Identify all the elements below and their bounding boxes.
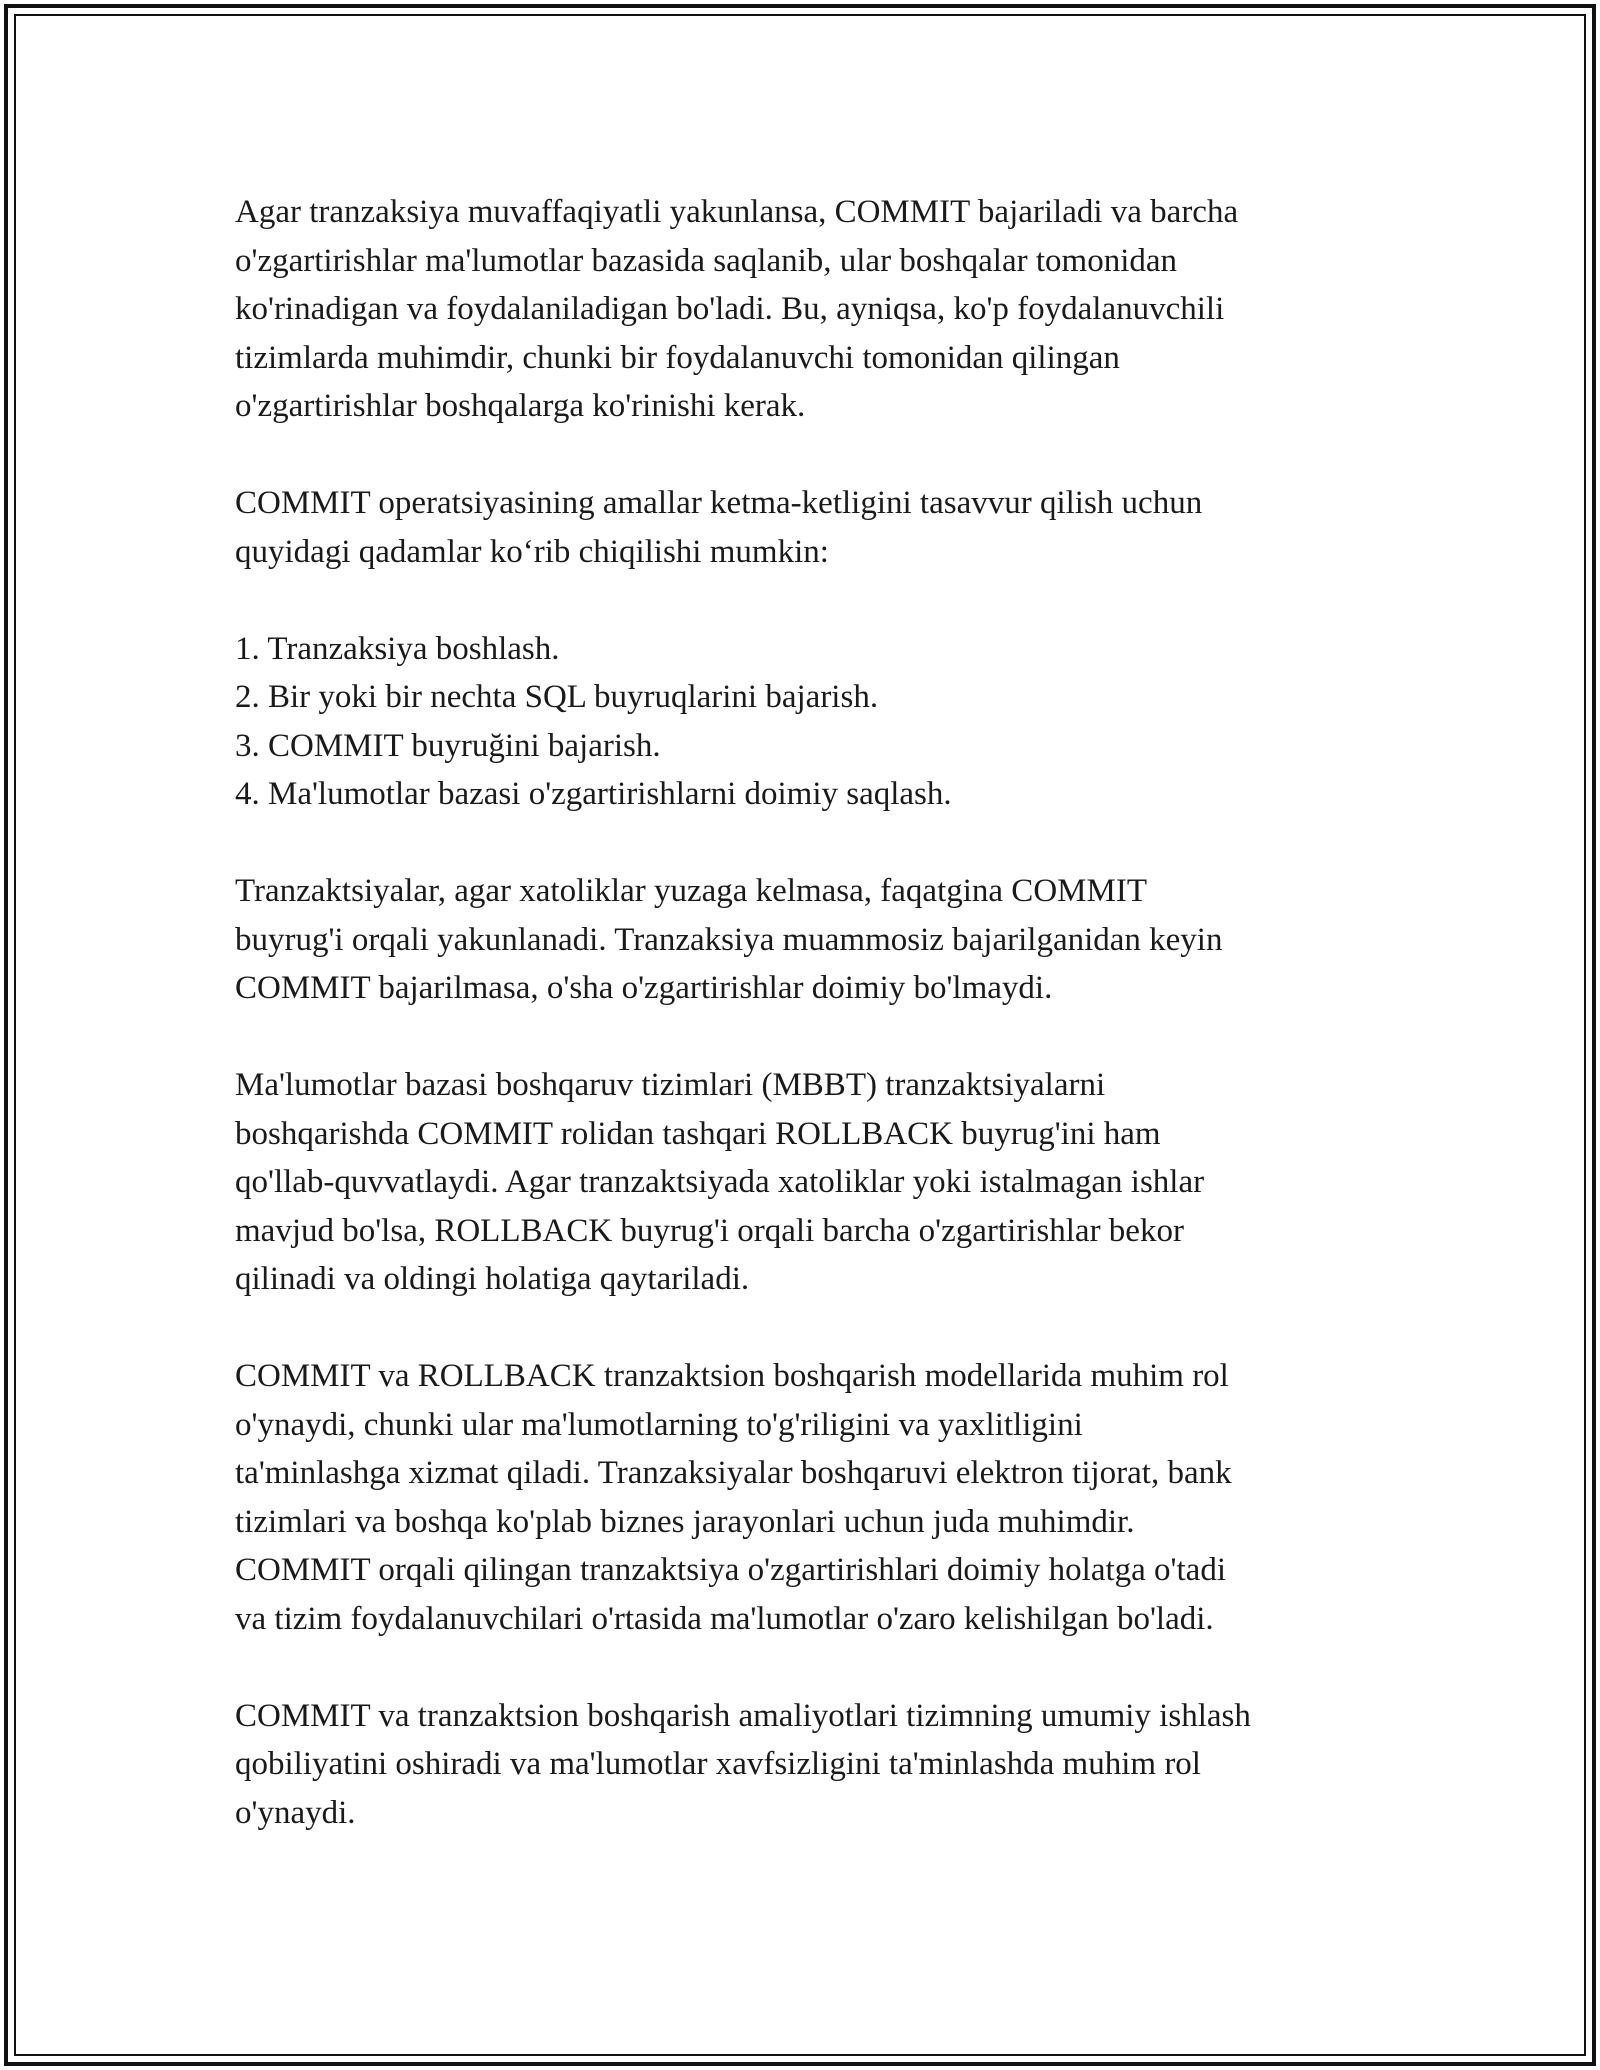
paragraph-conclusion: COMMIT va tranzaktsion boshqarish amaliyotlari tizimning umumiy ishlash qobiliyatini oshiradi va ma'lumotlar xavfsizligini ta'minlashda muhim rol o'ynaydi.	[235, 1697, 1251, 1831]
list-item: 1. Tranzaksiya boshlash.	[235, 630, 560, 667]
list-item: 4. Ma'lumotlar bazasi o'zgartirishlarni doimiy saqlash.	[235, 776, 952, 812]
paragraph-commit-steps-intro: COMMIT operatsiyasining amallar ketma-ketligini tasavvur qilish uchun quyidagi qadamlar ko‘rib chiqilishi mumkin:	[235, 485, 1203, 570]
document-body	[235, 188, 1385, 1886]
paragraph-commit-completion: Tranzaktsiyalar, agar xatoliklar yuzaga kelmasa, faqatgina COMMIT buyrug'i orqali yakunlanadi. Tranzaksiya muammosiz bajarilganidan keyin COMMIT bajarilmasa, o'sha o'zgartirishlar doimiy bo'lmaydi.	[235, 873, 1223, 1006]
list-item: 2. Bir yoki bir nechta SQL buyruqlarini bajarish.	[235, 679, 879, 715]
list-item: 3. COMMIT buyruğini bajarish.	[235, 727, 661, 764]
paragraph-commit-intro: Agar tranzaksiya muvaffaqiyatli yakunlansa, COMMIT bajariladi va barcha o'zgartirishlar ma'lumotlar bazasida saqlanib, ular boshqalar tomonidan ko'rinadigan va foydalaniladigan bo'ladi. Bu, ayniqsa, ko'p foydalanuvchili tizimlarda muhimdir, chunki bir foydalanuvchi tomonidan qilingan o'zgartirishlar boshqalarga ko'rinishi kerak.	[235, 194, 1239, 424]
commit-steps-list	[235, 625, 1385, 819]
paragraph-rollback: Ma'lumotlar bazasi boshqaruv tizimlari (MBBT) tranzaktsiyalarni boshqarishda COMMIT rolidan tashqari ROLLBACK buyrug'ini ham qo'llab-quvvatlaydi. Agar tranzaktsiyada xatoliklar yoki istalmagan ishlar mavjud bo'lsa, ROLLBACK buyrug'i orqali barcha o'zgartirishlar bekor qilinadi va oldingi holatiga qaytariladi.	[235, 1067, 1205, 1297]
paragraph-commit-rollback-role: COMMIT va ROLLBACK tranzaktsion boshqarish modellarida muhim rol o'ynaydi, chunki ular ma'lumotlarning to'g'riligini va yaxlitligini ta'minlashga xizmat qiladi. Tranzaksiyalar boshqaruvi elektron tijorat, bank tizimlari va boshqa ko'plab biznes jarayonlari uchun juda muhimdir. COMMIT orqali qilingan tranzaktsiya o'zgartirishlari doimiy holatga o'tadi va tizim foydalanuvchilari o'rtasida ma'lumotlar o'zaro kelishilgan bo'ladi.	[235, 1358, 1232, 1637]
